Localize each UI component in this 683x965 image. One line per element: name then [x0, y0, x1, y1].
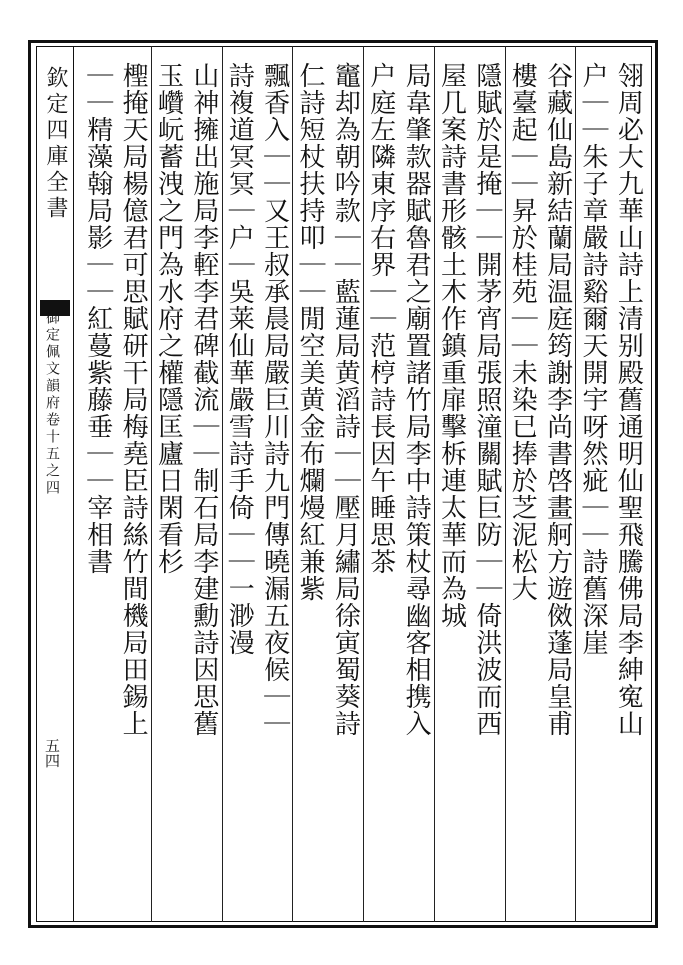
text-column: 翎周必大九華山詩上清别殿舊通明仙聖飛騰佛局李紳寃山 [613, 62, 644, 737]
page-number: 五四 [43, 738, 61, 768]
column-rule [151, 46, 152, 922]
text-column: 仁詩短杖扶持叩｜｜閒空美黄金布爛熳紅兼紫 [294, 62, 325, 602]
text-column: 竈却為朝吟款｜｜藍蓮局黄滔詩｜｜壓月繡局徐寅蜀葵詩 [330, 62, 361, 737]
text-column: 山神擁出施局李䡖李君碑截流｜｜制石局李建勳詩因思舊 [188, 62, 219, 737]
text-column: 户｜｜朱子章嚴詩谿爾天開宇呀然疵｜｜詩舊深崖 [577, 62, 608, 656]
text-column: 户庭左隣東序右界｜｜范梈詩長因午睡思茶 [365, 62, 396, 575]
text-column: 谷藏仙島新結蘭局温庭筠謝李尚書啓畫舸方遊傚蓬局皇甫 [542, 62, 573, 737]
column-rule [505, 46, 506, 922]
text-column: 隱賦於是掩｜｜開茅宵局張照潼關賦巨防｜｜倚洪波而西 [471, 62, 502, 737]
text-column: 屋几案詩書形骸土木作鎮重扉擊柝連太華而為城 [436, 62, 467, 629]
column-rule [575, 46, 576, 922]
column-rule [363, 46, 364, 922]
column-rule [222, 46, 223, 922]
book-title: 欽定四庫全書 [43, 66, 68, 222]
text-column: 局韋肇款器賦魯君之廟置諸竹局李中詩策杖尋幽客相携入 [401, 62, 432, 737]
column-rule [434, 46, 435, 922]
text-column: 檉掩天局楊億君可思賦研干局梅堯臣詩絲竹間機局田錫上 [118, 62, 149, 737]
volume-title: 御定佩文韻府卷十五之四 [44, 310, 60, 497]
text-column: 詩複道冥冥｜户｜吳莱仙華嚴雪詩手倚｜｜一渺漫 [224, 62, 255, 656]
text-column: 飄香入｜｜又王叔承晨局嚴巨川詩九門傳曉漏五夜候｜｜ [259, 62, 290, 737]
text-column: ｜｜精藻翰局影｜｜紅蔓紫藤垂｜｜宰相書 [82, 62, 113, 575]
text-column: 樓臺起｜｜昇於桂苑｜｜未染已捧於芝泥松大 [507, 62, 538, 602]
column-rule [292, 46, 293, 922]
text-column: 玉巑岏蓄洩之門為水府之權隱匡廬日閑看杉 [153, 62, 184, 575]
